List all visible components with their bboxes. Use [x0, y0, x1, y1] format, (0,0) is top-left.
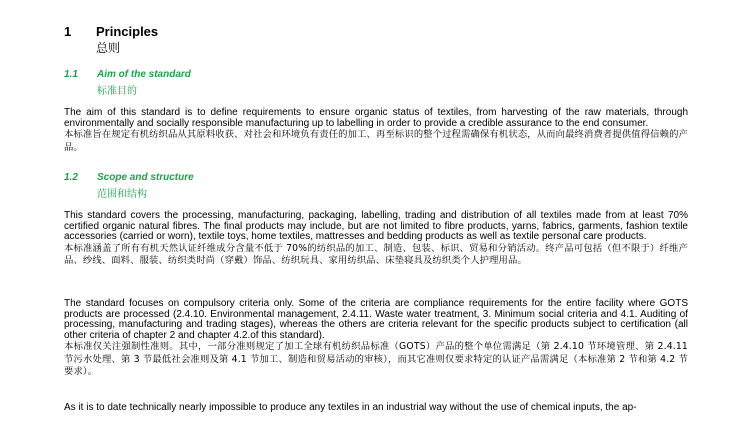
paragraph-en: The standard focuses on compulsory criteria only. Some of the criteria are compliance requirements for the entire facility where GOTS products are processed (2.4.10. Environmental management, 2.4.11. Waste water treatment, 3. Minimum social criteria and 4.1. Auditing of processing, manufacturing and trading stages), whereas the others are criteria relevant for the specific products subject to certification (all other criteria of chapter 2 and chapter 4.2.of this standard). [64, 298, 688, 341]
paragraph-chemical-inputs [64, 403, 688, 414]
section-title: Aim of the standard [97, 69, 191, 80]
paragraph-scope [64, 211, 688, 268]
section-title-zh: 标准目的 [97, 86, 137, 97]
paragraph-en: The aim of this standard is to define requirements to ensure organic status of textiles, from harvesting of the raw materials, through environmentally and socially responsible manufacturing up to labelling in order to provide a credible assurance to the end consumer. [64, 107, 688, 129]
paragraph-en: As it is to date technically nearly impossible to produce any textiles in an industrial way without the use of chemical inputs, the ap- [64, 402, 637, 413]
section-title-zh: 总则 [96, 41, 121, 55]
paragraph-zh: 本标准旨在规定有机纺织品从其原料收获、对社会和环境负有责任的加工、再至标识的整个过程需确保有机状态，从而向最终消费者提供值得信赖的产品。 [64, 129, 688, 153]
paragraph-aim [64, 108, 688, 154]
section-title-zh: 范围和结构 [97, 189, 147, 200]
paragraph-zh: 本标准涵盖了所有有机天然认证纤维成分含量不低于 70%的纺织品的加工、制造、包装、标识、贸易和分销活动。终产品可包括（但不限于）纤维产品、纱线、面料、服装、纺织类时尚（穿戴）饰品、纺织玩具、家用纺织品、床垫寝具及纺织类个人护理用品。 [64, 242, 688, 267]
paragraph-zh: 本标准仅关注强制性准则。其中，一部分准则规定了加工全球有机纺织品标准（GOTS）产品的整个单位需满足（第 2.4.10 节环境管理、第 2.4.11 节污水处理、第 3 节最低社会准则及第 4.1 节加工、制造和贸易活动的审核），而其它准则仅要求特定的认证产品需满足（本标准第 2 节和第 4.2 节要求）。 [64, 341, 688, 378]
paragraph-en: This standard covers the processing, manufacturing, packaging, labelling, trading and distribution of all textiles made from at least 70% certified organic natural fibres. The final products may include, but are not limited to fibre products, yarns, fabrics, garments, fashion textile accessories (carried or worn), textile toys, home textiles, mattresses and bedding products as well as textile personal care products. [64, 210, 688, 243]
section-number: 1 [64, 24, 72, 39]
section-number: 1.2 [64, 172, 78, 183]
section-title: Scope and structure [97, 172, 194, 183]
paragraph-criteria [64, 299, 688, 379]
section-title: Principles [96, 24, 159, 39]
section-number: 1.1 [64, 69, 78, 80]
